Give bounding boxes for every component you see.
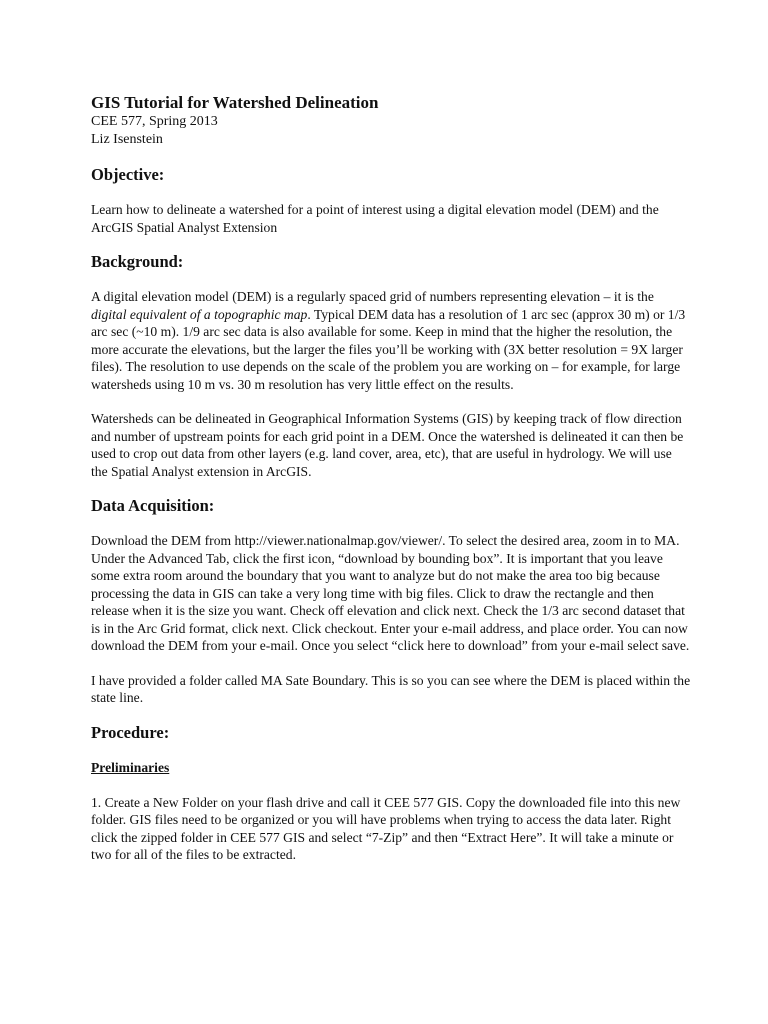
background-heading: Background:	[91, 252, 184, 271]
course-line: CEE 577, Spring 2013	[91, 114, 218, 129]
preliminaries-subheading: Preliminaries	[91, 759, 170, 775]
procedure-step-1: 1. Create a New Folder on your flash drive and call it CEE 577 GIS. Copy the downloaded file into this new folder. GIS files need to be organized or you will have problems when trying to access the data later. Right click the zipped folder in CEE 577 GIS and select “7-Zip” and then “Extract Here”. It will take a minute or two for all of the files to be extracted.	[91, 794, 681, 862]
author-line: Liz Isenstein	[91, 132, 163, 147]
objective-heading: Objective:	[91, 165, 165, 184]
background-paragraph-2: Watersheds can be delineated in Geographical Information Systems (GIS) by keeping track of flow direction and number of upstream points for each grid point in a DEM. Once the watershed is delineated it can then be used to crop out data from other layers (e.g. land cover, area, etc), that are useful in hydrology. We will use the Spatial Analyst extension in ArcGIS.	[91, 411, 684, 479]
background-p1-italic: digital equivalent of a topographic map	[91, 306, 308, 322]
document-page	[91, 93, 691, 864]
document-title: GIS Tutorial for Watershed Delineation	[91, 93, 379, 112]
data-acquisition-paragraph-2: I have provided a folder called MA Sate Boundary. This is so you can see where the DEM is placed within the state line.	[91, 672, 691, 705]
procedure-heading: Procedure:	[91, 722, 170, 742]
objective-text: Learn how to delineate a watershed for a point of interest using a digital elevation model (DEM) and the ArcGIS Spatial Analyst Extension	[91, 202, 659, 235]
background-p1-start: A digital elevation model (DEM) is a regularly spaced grid of numbers representing elevation – it is the	[91, 289, 654, 304]
data-acquisition-heading: Data Acquisition:	[91, 496, 215, 515]
data-acquisition-paragraph-1: Download the DEM from http://viewer.nationalmap.gov/viewer/. To select the desired area, zoom in to MA. Under the Advanced Tab, click the first icon, “download by bounding box”. It is important that you leave some extra room around the boundary that you want to analyze but do not make the area too big because processing the data in GIS can take a very long time with big files. Click to draw the rectangle and then release when it is the size you want. Check off elevation and click next. Check the 1/3 arc second dataset that is in the Arc Grid format, click next. Click checkout. Enter your e-mail address, and place order. You can now download the DEM from your e-mail. Once you select “click here to download” from your e-mail select save.	[91, 533, 690, 653]
background-p1-end: . Typical DEM data has a resolution of 1 arc sec (approx 30 m) or 1/3 arc sec (~10 m). 1/9 arc sec data is also available for some. Keep in mind that the higher the resolution, the more accurate the elevations, but the larger the files you’ll be working with (3X better resolution = 9X larger files). The resolution to use depends on the scale of the problem you are working on – for example, for large watersheds using 10 m vs. 30 m resolution has very little effect on the results.	[91, 306, 686, 392]
background-paragraph-1	[91, 288, 691, 393]
